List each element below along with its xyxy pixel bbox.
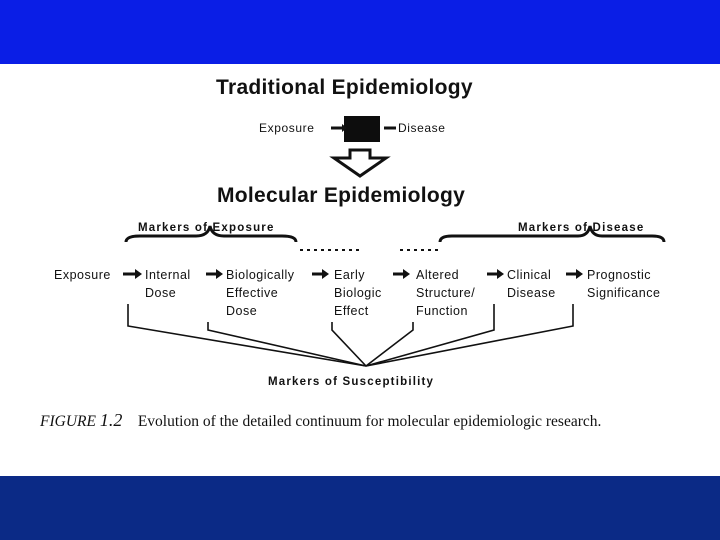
- continuum-node-exposure: [54, 266, 111, 284]
- node-line: Dose: [145, 286, 177, 300]
- bottom-band: [0, 476, 720, 540]
- node-line: Exposure: [54, 268, 111, 282]
- caption-text: Evolution of the detailed continuum for molecular epidemiologic research.: [137, 413, 602, 430]
- node-line: Structure/: [416, 286, 476, 300]
- markers-of-susceptibility: Markers of Susceptibility: [268, 376, 435, 388]
- figure-number: 1.2: [99, 410, 123, 430]
- node-line: Altered: [416, 268, 460, 282]
- node-line: Effect: [334, 304, 369, 318]
- continuum-node-early-biologic-effect: [334, 266, 382, 320]
- node-line: Biologically: [226, 268, 295, 282]
- node-line: Internal: [145, 268, 191, 282]
- node-line: Biologic: [334, 286, 382, 300]
- node-line: Dose: [226, 304, 258, 318]
- continuum-node-altered-structure-function: [416, 266, 475, 320]
- top-band: [0, 0, 720, 64]
- continuum-node-prognostic-significance: [587, 266, 660, 302]
- node-line: Effective: [226, 286, 279, 300]
- traditional-exposure: Exposure: [259, 121, 315, 135]
- figure: [0, 64, 720, 476]
- molecular-title: Molecular Epidemiology: [217, 184, 466, 207]
- node-line: Clinical: [507, 268, 552, 282]
- hollow-down-arrow: [334, 150, 386, 176]
- markers-of-disease: Markers of Disease: [518, 222, 645, 234]
- markers-of-exposure: Markers of Exposure: [138, 222, 275, 234]
- figure-label: FIGURE: [40, 413, 96, 430]
- figure-caption: [40, 410, 601, 431]
- node-line: Prognostic: [587, 268, 652, 282]
- node-line: Significance: [587, 286, 661, 300]
- continuum-node-biologically-effective-dose: [226, 266, 295, 320]
- node-line: Function: [416, 304, 468, 318]
- continuum-node-clinical-disease: [507, 266, 556, 302]
- continuum-node-internal-dose: [145, 266, 191, 302]
- traditional-title: Traditional Epidemiology: [216, 76, 473, 99]
- node-line: Disease: [507, 286, 556, 300]
- node-line: Early: [334, 268, 365, 282]
- black-box: [344, 116, 380, 142]
- traditional-disease: Disease: [398, 121, 446, 135]
